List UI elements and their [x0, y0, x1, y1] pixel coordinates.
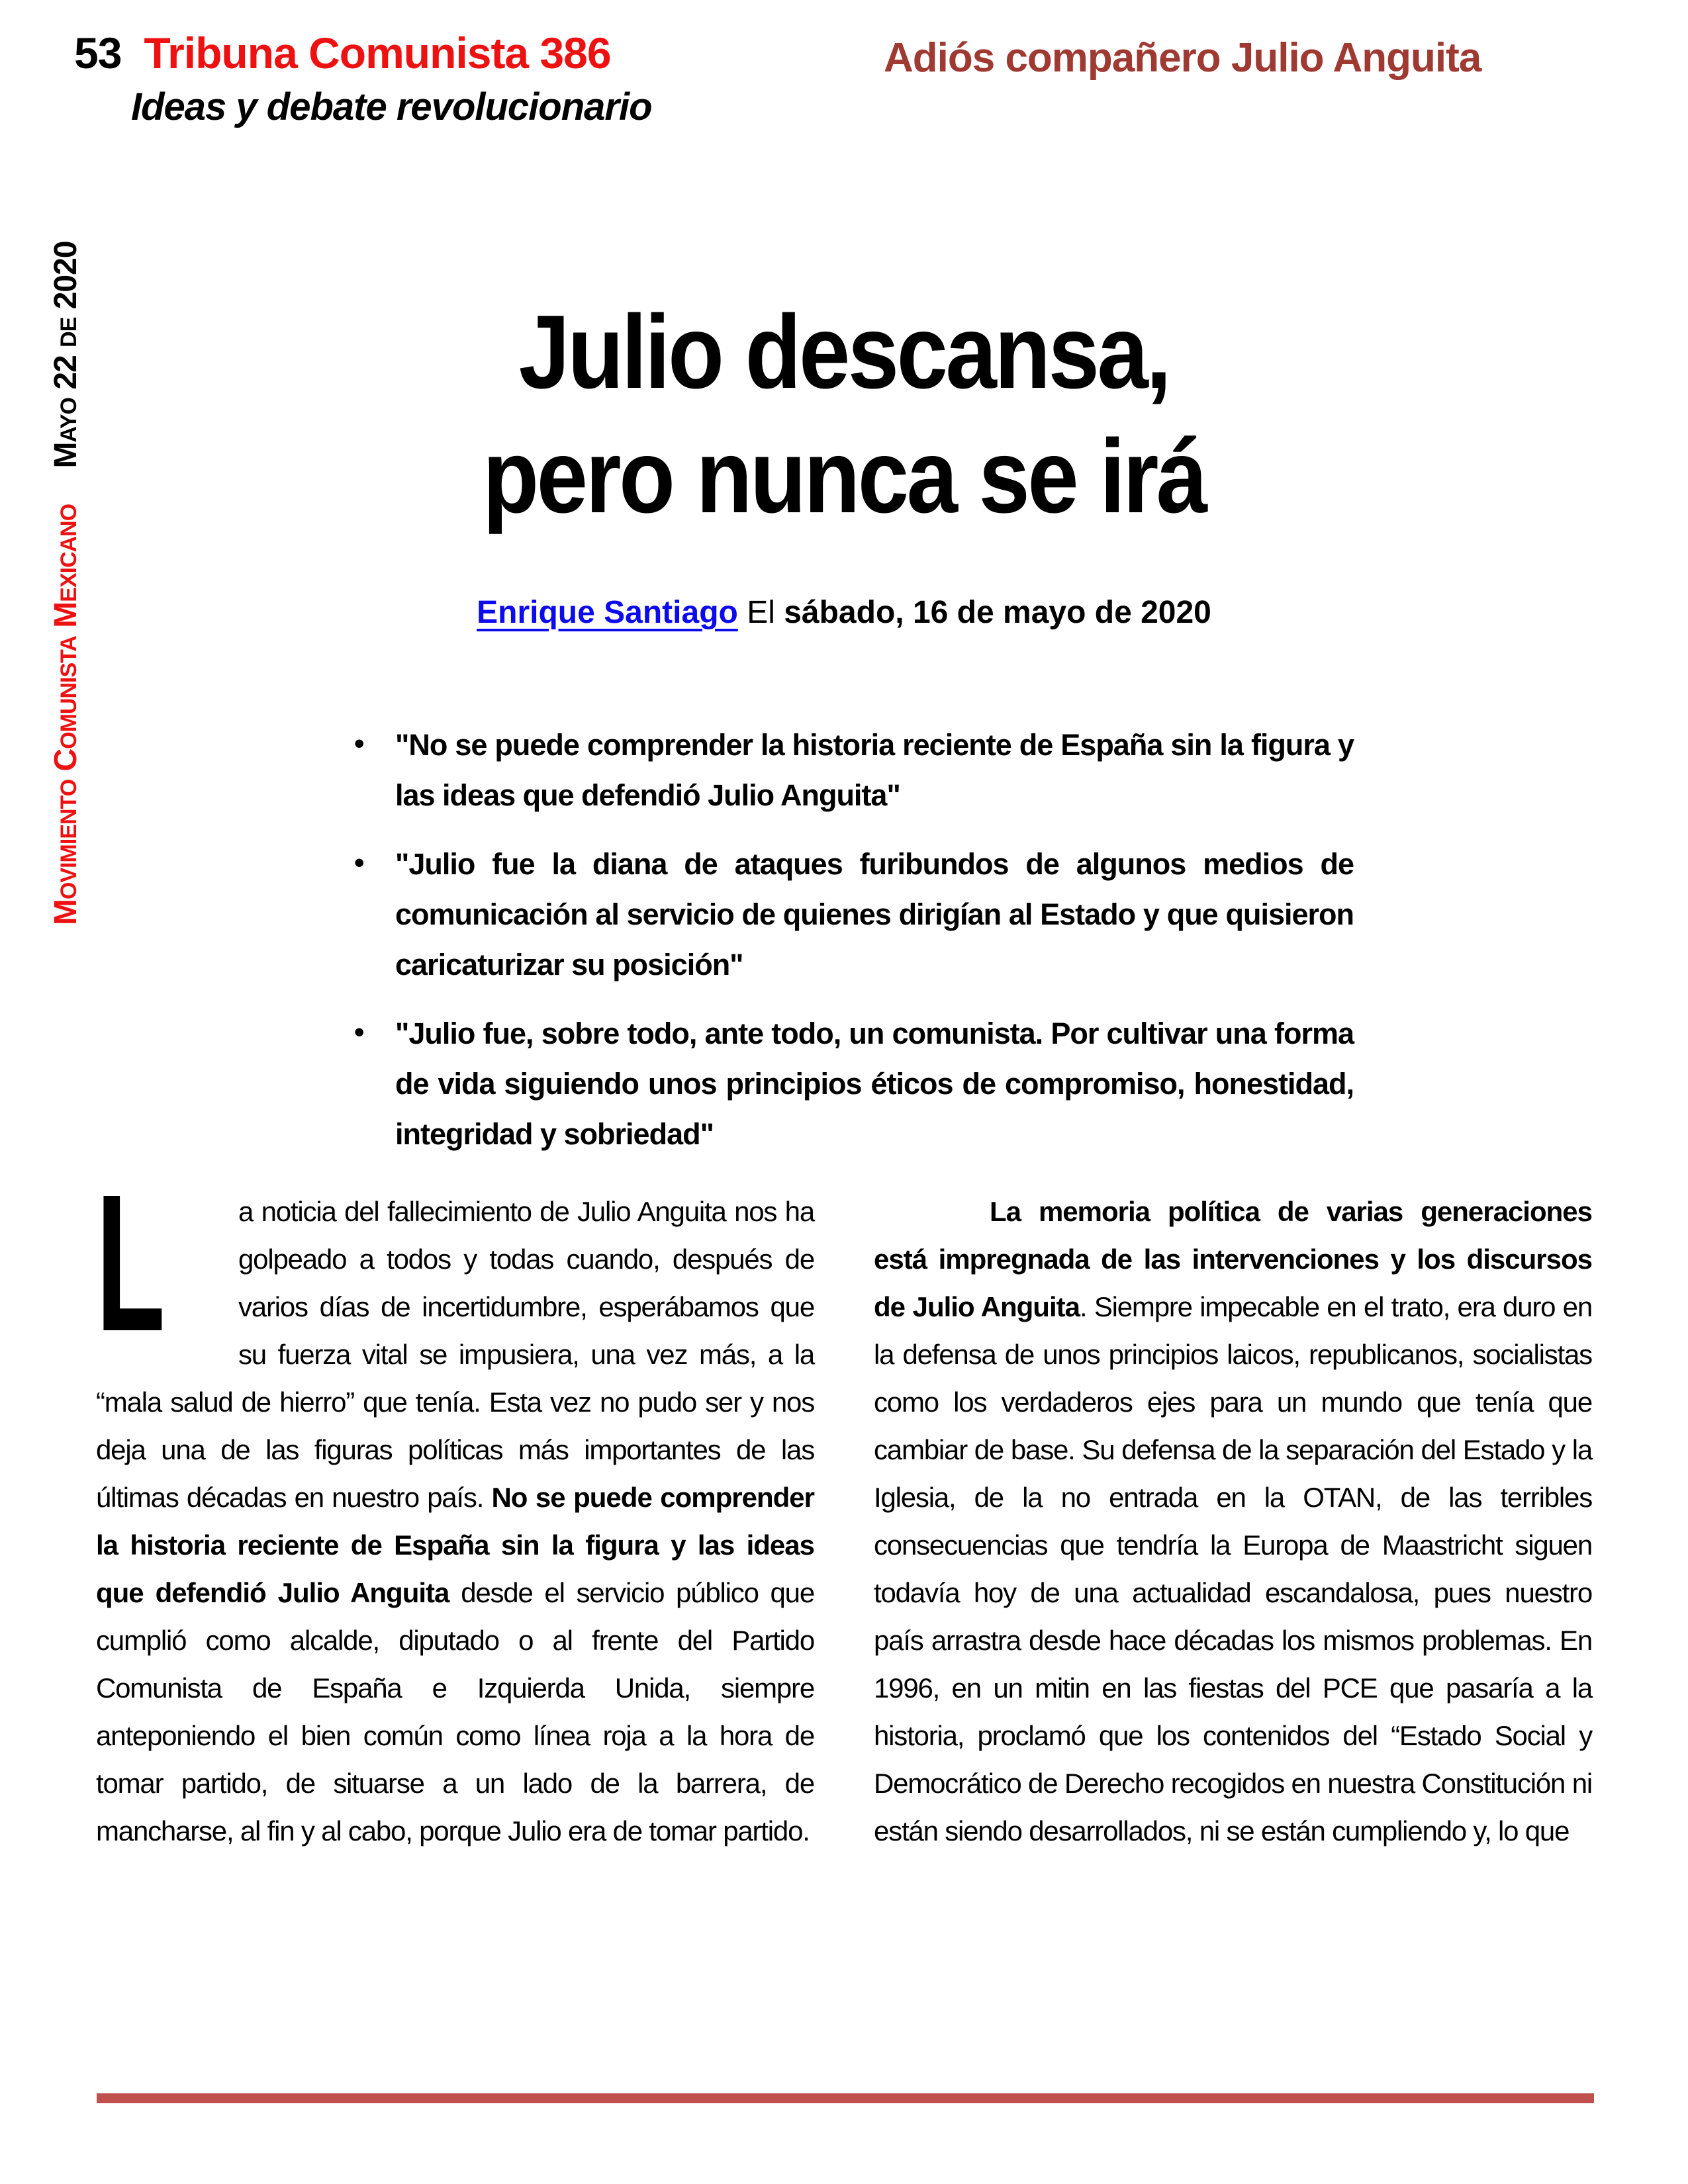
quote-text: "Julio fue la diana de ataques furibundos de algunos medios de comunicación al servicio de quienes dirigían al Estado y que quisieron caricaturizar su posición" — [395, 847, 1354, 981]
magazine-title: Tribuna Comunista 386 — [144, 28, 611, 77]
quote-list-item — [354, 720, 1354, 821]
sidebar-organization: Movimiento Comunista Mexicano — [48, 504, 83, 925]
quote-list-item — [354, 1009, 1354, 1160]
quote-text: "No se puede comprender la historia reciente de España sin la figura y las ideas que defendió Julio Anguita" — [395, 728, 1354, 812]
author-link[interactable]: Enrique Santiago — [477, 595, 738, 630]
body-text-run: desde el servicio público que cumplió como alcalde, diputado o al frente del Partido Comunista de España e Izquierda Unida, siempre anteponiendo el bien común como línea roja a la hora de tomar partido, de situarse a un lado de la barrera, de mancharse, al fin y al cabo, porque Julio era de tomar partido. — [96, 1577, 814, 1846]
byline-date: sábado, 16 de mayo de 2020 — [784, 595, 1211, 630]
key-quotes-list — [354, 720, 1354, 1178]
sidebar-date: Mayo 22 de 2020 — [48, 241, 83, 469]
article-body — [96, 1154, 1592, 1855]
body-text-run: a noticia del fallecimiento de Julio Anguita nos ha golpeado a todos y todas cuando, después de varios días de incertidumbre, esperábamos que su fuerza vital se impusiera, una vez más, a la “mala salud de hierro” que tenía. Esta vez no pudo ser y nos deja una de las figuras políticas más importantes de las últimas décadas en nuestro país. — [96, 1196, 814, 1513]
byline — [0, 594, 1688, 631]
drop-cap: L — [96, 1154, 165, 1372]
bullet-icon: • — [354, 727, 364, 760]
bullet-icon: • — [354, 1016, 364, 1048]
body-text-bold-run: No se puede comprender la historia reciente de España sin la figura y las ideas que defendió Julio Anguita — [96, 1482, 814, 1608]
article-title-line-1: Julio descansa, — [518, 294, 1170, 410]
article-title — [101, 290, 1587, 539]
paragraph-right-column — [874, 1188, 1592, 1855]
body-text-bold-run: La memoria política de varias generaciones está impregnada de las intervenciones y los discursos de Julio Anguita — [874, 1196, 1592, 1322]
article-title-line-2: pero nunca se irá — [483, 418, 1205, 535]
bullet-icon: • — [354, 846, 364, 879]
magazine-tagline: Ideas y debate revolucionario — [131, 85, 652, 128]
body-text-run: . Siempre impecable en el trato, era duro en la defensa de unos principios laicos, republicanos, socialistas como los verdaderos ejes para un mundo que tenía que cambiar de base. Su defensa de la separación del Estado y la Iglesia, de la no entrada en la OTAN, de las terribles consecuencias que tendría la Europa de Maastricht siguen todavía hoy de una actualidad escandalosa, pues nuestro país arrastra desde hace décadas los mismos problemas. En 1996, en un mitin en las fiestas del PCE que pasaría a la historia, proclamó que los contenidos del “Estado Social y Democrático de Derecho recogidos en nuestra Constitución ni están siendo desarrollados, ni se están cumpliendo y, lo que — [874, 1291, 1592, 1846]
page-number: 53 — [74, 28, 122, 77]
footer-rule — [97, 2093, 1594, 2103]
quote-list-item — [354, 839, 1354, 990]
masthead-line — [74, 28, 652, 78]
sidebar-vertical-text — [48, 204, 84, 925]
byline-connector: El — [747, 595, 775, 630]
masthead-left — [74, 28, 652, 129]
section-title: Adiós compañero Julio Anguita — [884, 35, 1481, 81]
paragraph-left-column — [96, 1154, 814, 1855]
quote-text: "Julio fue, sobre todo, ante todo, un comunista. Por cultivar una forma de vida siguiendo unos principios éticos de compromiso, honestidad, integridad y sobriedad" — [395, 1017, 1354, 1151]
